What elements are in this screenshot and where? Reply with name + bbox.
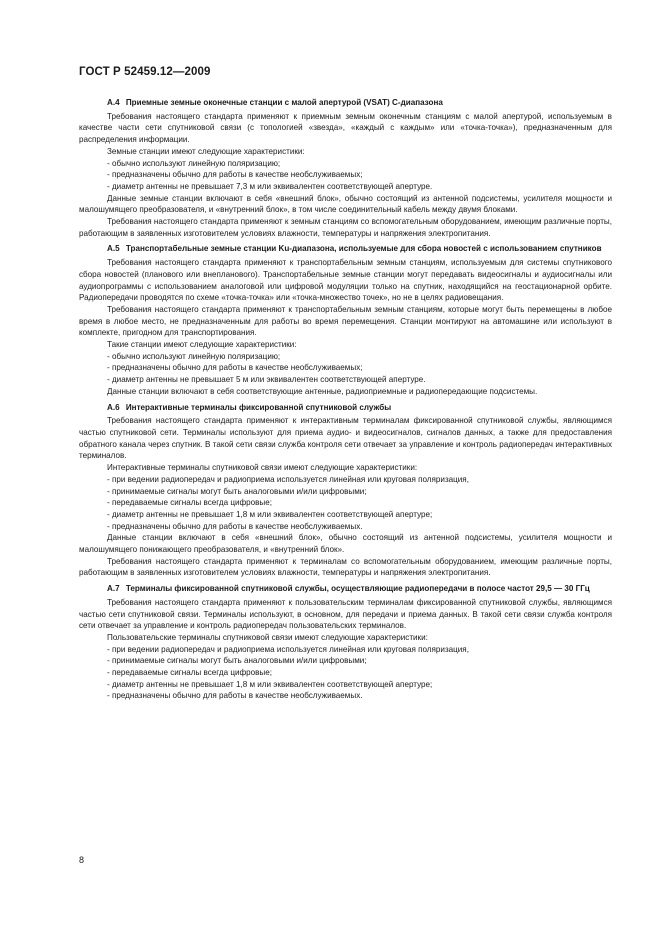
paragraph: Требования настоящего стандарта применяют к терминалам со вспомогательным оборудованием, имеющим различные порты, работающим в заявленных изготовителем условиях влажности, температуры и напряжения электропитания. [79,556,612,578]
section-number: А.7 [107,584,120,594]
section-number: А.5 [107,244,120,254]
list-item: - при ведении радиопередач и радиоприема используется линейная или круговая поляризация, [107,644,469,654]
list-item: - принимаемые сигналы могут быть аналоговыми и/или цифровыми; [107,486,367,496]
paragraph: Требования настоящего стандарта применяют к пользовательским терминалам фиксированной спутниковой службы, являющимся частью сети спутниковой связи. Терминалы используют, в основном, для передачи и приема данных. В такой сети связи служба контроля сети отвечает за управление и контроль радиопередач пользовательских терминалов. [79,597,612,631]
list-item: - диаметр антенны не превышает 1,8 м или эквивалентен соответствующей апертуре; [107,509,433,519]
document-body [79,97,612,702]
list-item: - принимаемые сигналы могут быть аналоговыми и/или цифровыми; [107,656,367,666]
section-a4 [79,97,612,239]
paragraph: Данные станции включают в себя соответствующие антенные, радиоприемные и радиопередающие подсистемы. [107,386,538,396]
list-item: - предназначены обычно для работы в качестве необслуживаемых; [107,170,363,180]
paragraph: Требования настоящего стандарта применяют к земным станциям со вспомогательным оборудованием, имеющим различные порты, работающим в заявленных изготовителем условиях влажности, температуры и напряжения электропитания. [79,217,612,238]
list-item: - предназначены обычно для работы в качестве необслуживаемых; [107,363,363,373]
list-item: - предназначены обычно для работы в качестве необслуживаемых. [107,521,363,531]
list-item: - диаметр антенны не превышает 1,8 м или эквивалентен соответствующей апертуре; [107,679,433,689]
paragraph: Земные станции имеют следующие характеристики: [107,146,305,156]
paragraph: Данные станции включают в себя «внешний блок», обычно состоящий из антенной подсистемы, усилителя мощности и малошумящего понижающего преобразователя, и «внутренний блок». [79,533,612,555]
document-header: ГОСТ Р 52459.12—2009 [79,66,211,78]
list-item: - при ведении радиопередач и радиоприема используется линейная или круговая поляризация, [107,474,469,484]
section-title: Транспортабельные земные станции Ku-диапазона, используемые для сбора новостей с использованием спутников [125,244,602,254]
paragraph: Требования настоящего стандарта применяют к интерактивным терминалам фиксированной спутниковой службы, являющимся частью спутниковой сети. Терминалы используют для приема аудио- и видеосигналов, сигналов данных, а также для предоставления обратного канала через спутник. В такой сети связи служба контроля сети отвечает за управление и контроль радиопередач интерактивных терминалов. [79,416,612,461]
section-heading [79,583,612,595]
paragraph: Требования настоящего стандарта применяют к транспортабельным земным станциям, которые могут быть перемещены в любое время в любое место, не предназначенным для работы во время перемещения. Станции монтируют на автомашине или используют в комплекте, пригодном для транспортирования. [79,304,612,338]
list-item: - диаметр антенны не превышает 7,3 м или эквивалентен соответствующей апертуре. [107,181,433,191]
list-item: - предназначены обычно для работы в качестве необслуживаемых. [107,691,363,701]
section-a6 [79,402,612,580]
section-heading [79,402,612,414]
section-heading [79,97,612,109]
list-item: - обычно используют линейную поляризацию; [107,158,281,168]
section-title: Приемные земные оконечные станции с малой апертурой (VSAT) С-диапазона [125,98,443,107]
list-item: - обычно используют линейную поляризацию; [107,351,281,361]
section-a7 [79,583,612,702]
paragraph: Данные земные станции включают в себя «внешний блок», обычно состоящий из антенной подсистемы, усилителя мощности и малошумящего преобразователя, и «внутренний блок», в том числе соединительный кабель между двумя блоками. [79,193,612,215]
paragraph: Такие станции имеют следующие характеристики: [107,340,297,350]
paragraph: Интерактивные терминалы спутниковой связи имеют следующие характеристики: [107,463,418,473]
section-a5 [79,243,612,397]
section-title: Терминалы фиксированной спутниковой службы, осуществляющие радиопередачи в полосе частот 29,5 — 30 ГГц [125,584,590,594]
paragraph: Пользовательские терминалы спутниковой связи имеют следующие характеристики: [107,632,428,642]
paragraph: Требования настоящего стандарта применяют к приемным земным оконечным станциям с малой апертурой, используемым в качестве части сети спутниковой связи (с топологией «звезда», «каждый с каждым» или «точка-точка»), предназначенным для распределения информации. [79,111,612,145]
section-heading [79,243,612,255]
list-item: - передаваемые сигналы всегда цифровые; [107,668,273,678]
list-item: - диаметр антенны не превышает 5 м или эквивалентен соответствующей апертуре. [107,375,426,385]
list-item: - передаваемые сигналы всегда цифровые; [107,498,273,508]
section-number: А.4 [107,98,120,107]
section-title: Интерактивные терминалы фиксированной спутниковой службы [125,402,392,412]
page-number: 8 [79,855,85,865]
section-number: А.6 [107,402,120,412]
paragraph: Требования настоящего стандарта применяют к транспортабельным земным станциям, используемым для системы спутникового сбора новостей (планового или внепланового). Транспортабельные земные станции могут передавать видеосигналы и аудиосигналы или аудиопрограммы с использованием аналоговой или цифровой модуляции только на спутник, находящийся на геостационарной орбите. Радиопередачи проводятся по схеме «точка-точка» или «точка-множество точек», но не в целях радиовещания. [79,258,612,303]
